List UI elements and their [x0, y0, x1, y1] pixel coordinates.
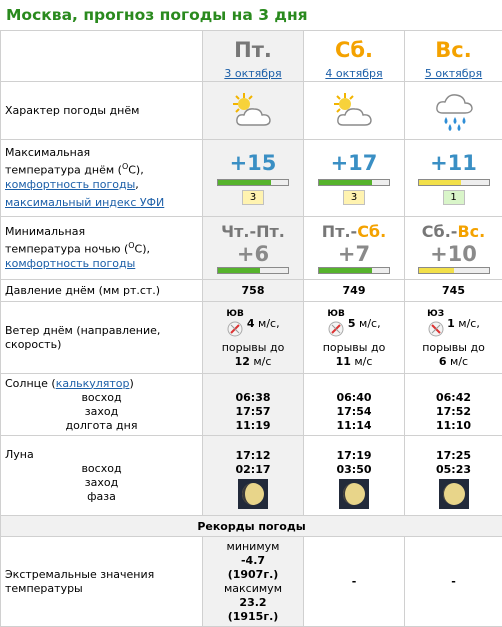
day-name: Вс.	[435, 38, 472, 62]
wind-cell: ЮВ 4 м/с, порывы до 12 м/с	[203, 302, 304, 374]
comfort-bar	[418, 267, 490, 274]
moon-label: Луна восход заход фаза	[1, 436, 203, 516]
uvi-badge: 3	[343, 190, 365, 205]
night-period: Сб.-Вс.	[421, 222, 486, 241]
comfort-bar	[318, 267, 390, 274]
sun-times: 06:38 17:57 11:19	[203, 374, 304, 436]
extreme-label: Экстремальные значения температуры	[1, 537, 203, 627]
tmax-label: Максимальная температура днём ($^O$С), комфортность погоды, максимальный индекс УФИ	[1, 140, 203, 217]
comfort-bar	[217, 267, 289, 274]
comfort-bar	[217, 179, 289, 186]
day-name: Сб.	[334, 38, 374, 62]
moon-times: 17:12 02:17	[203, 436, 304, 516]
day-header-3	[405, 31, 502, 82]
uvi-badge: 3	[242, 190, 264, 205]
night-period: Чт.-Пт.	[221, 222, 285, 241]
moon-times: 17:19 03:50	[304, 436, 405, 516]
wind-direction-icon: ЮВ	[226, 306, 243, 341]
wind-direction-icon: ЮВ	[327, 306, 344, 341]
extreme-empty: -	[405, 537, 502, 627]
pressure-value: 745	[405, 280, 502, 302]
sun-times: 06:40 17:54 11:14	[304, 374, 405, 436]
partly-cloudy-sun-icon	[331, 91, 377, 131]
partly-cloudy-sun-icon	[230, 91, 276, 131]
moon-times: 17:25 05:23	[405, 436, 502, 516]
wind-direction-icon: ЮЗ	[427, 306, 444, 341]
day-weather-label: Характер погоды днём	[1, 82, 203, 140]
day-header-2	[304, 31, 405, 82]
day-date-link[interactable]: 4 октября	[325, 67, 383, 80]
wind-label: Ветер днём (направление, скорость)	[1, 302, 203, 374]
day-name: Пт.	[234, 38, 272, 62]
night-period: Пт.-Сб.	[321, 222, 387, 241]
extreme-values: минимум -4.7 (1907г.) максимум 23.2 (1915г.)	[203, 537, 304, 627]
day-date-link[interactable]: 5 октября	[424, 67, 483, 80]
max-temp: +17	[330, 151, 378, 175]
comfort-link[interactable]: комфортность погоды	[5, 177, 136, 191]
uvi-link[interactable]: максимальный индекс УФИ	[5, 195, 165, 209]
max-temp: +15	[229, 151, 277, 175]
min-temp: +7	[337, 242, 371, 266]
pressure-label: Давление днём (мм рт.ст.)	[1, 280, 203, 302]
uvi-badge: 1	[443, 190, 465, 205]
calculator-link[interactable]: калькулятор	[55, 376, 130, 390]
tmin-label: Минимальная температура ночью ($^O$С), комфортность погоды	[1, 217, 203, 280]
sun-label: Солнце (калькулятор) восход заход долгота дня	[1, 374, 203, 436]
min-temp: +10	[430, 242, 477, 266]
forecast-table	[0, 30, 502, 627]
moon-phase-icon	[339, 479, 369, 509]
day-date-link[interactable]: 3 октября	[224, 67, 282, 80]
day-header-1	[203, 31, 304, 82]
min-temp: +6	[236, 242, 270, 266]
extreme-empty: -	[304, 537, 405, 627]
rain-cloud-icon	[431, 89, 477, 133]
comfort-bar	[418, 179, 490, 186]
max-temp: +11	[430, 151, 477, 175]
comfort-link[interactable]: комфортность погоды	[5, 256, 136, 270]
wind-cell: ЮВ 5 м/с, порывы до 11 м/с	[304, 302, 405, 374]
sun-times: 06:42 17:52 11:10	[405, 374, 502, 436]
records-header: Рекорды погоды	[1, 516, 502, 537]
pressure-value: 749	[304, 280, 405, 302]
pressure-value: 758	[203, 280, 304, 302]
moon-phase-icon	[439, 479, 469, 509]
header-blank-cell	[1, 31, 203, 82]
page-title: Москва, прогноз погоды на 3 дня	[6, 6, 308, 24]
moon-phase-icon	[238, 479, 268, 509]
wind-cell: ЮЗ 1 м/с, порывы до 6 м/с	[405, 302, 502, 374]
comfort-bar	[318, 179, 390, 186]
